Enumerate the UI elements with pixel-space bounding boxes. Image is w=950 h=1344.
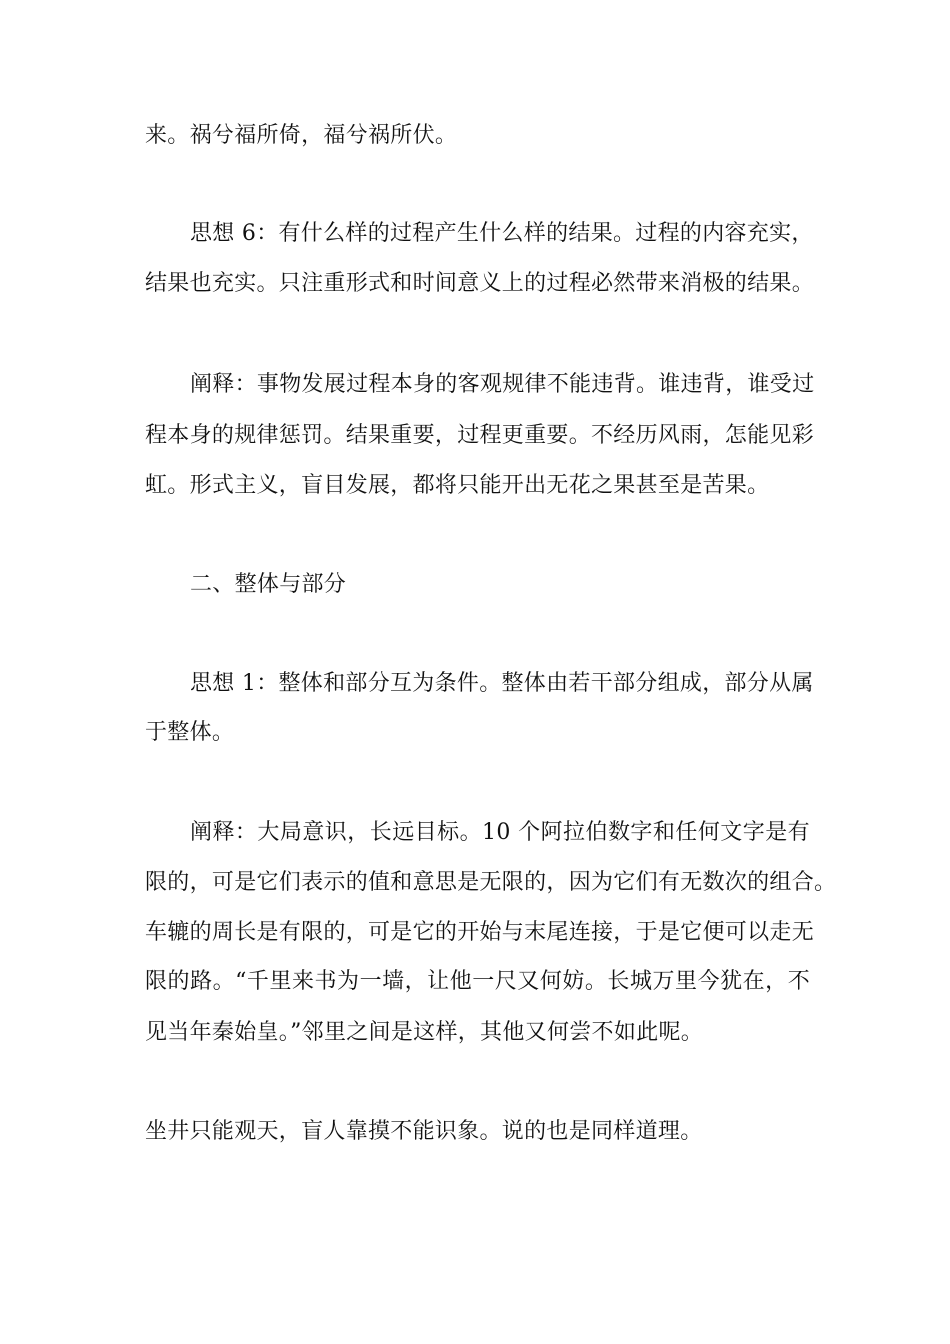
paragraph-5-line-3: 车辘的周长是有限的，可是它的开始与末尾连接，于是它便可以走无 bbox=[145, 920, 815, 945]
paragraph-6-line-1: 坐井只能观天，盲人靠摸不能识象。说的也是同样道理。 bbox=[145, 1119, 703, 1144]
paragraph-3-line-1: 阐释：事物发展过程本身的客观规律不能违背。谁违背，谁受过 bbox=[190, 372, 815, 397]
paragraph-5-line-5: 见当年秦始皇。”邻里之间是这样，其他又何尝不如此呢。 bbox=[145, 1020, 704, 1045]
paragraph-3-line-3: 虹。形式主义，盲目发展，都将只能开出无花之果甚至是苦果。 bbox=[145, 473, 770, 498]
paragraph-5-line-2: 限的，可是它们表示的值和意思是无限的，因为它们有无数次的组合。 bbox=[145, 870, 837, 895]
paragraph-2-line-2: 结果也充实。只注重形式和时间意义上的过程必然带来消极的结果。 bbox=[145, 271, 815, 296]
paragraph-4-line-1: 思想 1：整体和部分互为条件。整体由若干部分组成，部分从属 bbox=[190, 671, 814, 696]
paragraph-5-line-4: 限的路。“千里来书为一墙，让他一尺又何妨。长城万里今犹在，不 bbox=[145, 969, 810, 994]
paragraph-4-line-2: 于整体。 bbox=[145, 720, 235, 745]
paragraph-5-line-1: 阐释：大局意识，长远目标。10 个阿拉伯数字和任何文字是有 bbox=[190, 820, 810, 845]
section-heading: 二、整体与部分 bbox=[190, 572, 347, 597]
paragraph-2-line-1: 思想 6：有什么样的过程产生什么样的结果。过程的内容充实， bbox=[190, 221, 814, 246]
paragraph-3-line-2: 程本身的规律惩罚。结果重要，过程更重要。不经历风雨，怎能见彩 bbox=[145, 423, 815, 448]
paragraph-1-line-1: 来。祸兮福所倚，福兮祸所伏。 bbox=[145, 123, 458, 148]
